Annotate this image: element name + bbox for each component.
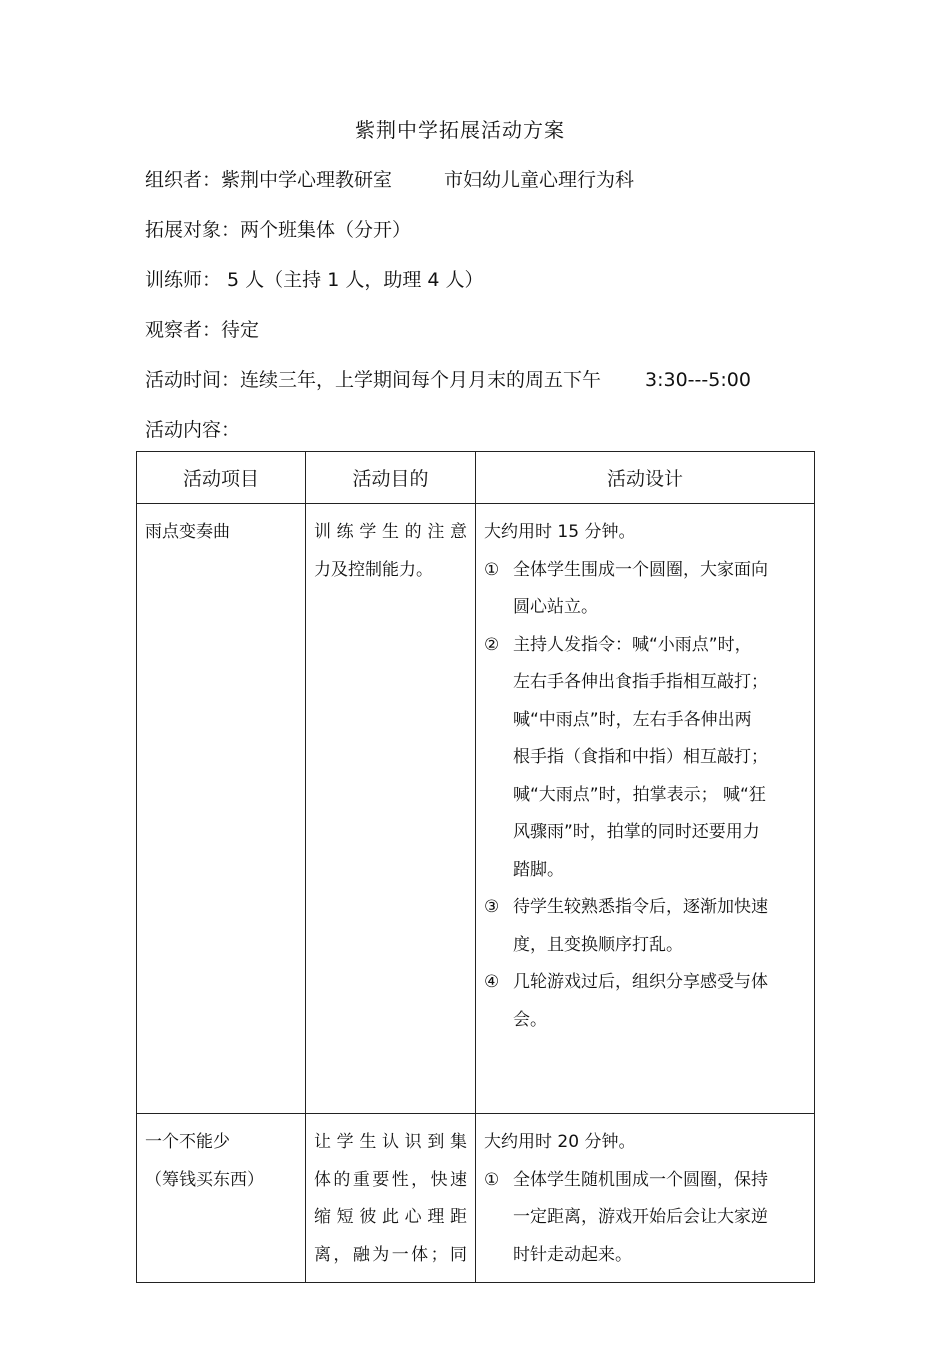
row-purpose	[306, 1114, 476, 1283]
table-row	[137, 1114, 815, 1283]
organizer-2: 市妇幼儿童心理行为科	[444, 169, 635, 191]
purpose-line: 让学生认识到集	[314, 1132, 467, 1152]
step-line: 风骤雨”时，拍掌的同时还要用力	[513, 822, 760, 842]
step-number: ①	[484, 1169, 500, 1190]
step-line: 全体学生围成一个圆圈，大家面向	[513, 559, 768, 580]
organizer-line	[145, 165, 634, 192]
purpose-line: 体的重要性，快速	[314, 1169, 467, 1190]
step-line: 几轮游戏过后，组织分享感受与体	[513, 972, 768, 992]
step-line: 圆心站立。	[513, 597, 598, 617]
purpose-line: 力及控制能力。	[314, 559, 433, 580]
step-number: ①	[484, 559, 500, 580]
step-line: 踏脚。	[513, 859, 564, 880]
step-line: 喊“大雨点”时，拍掌表示； 喊“狂	[513, 784, 766, 805]
table-header-row	[137, 452, 815, 504]
trainer-line: 训练师： 5 人（主持 1 人，助理 4 人）	[145, 269, 484, 291]
step-line: 左右手各伸出食指手指相互敲打；	[513, 672, 768, 692]
purpose-line: 离，融为一体；同	[314, 1244, 467, 1265]
step-item	[484, 552, 806, 627]
time-line	[145, 365, 751, 392]
time-label: 活动时间：连续三年，上学期间每个月月末的周五下午	[145, 369, 602, 391]
organizer-label: 组织者：	[145, 169, 222, 191]
step-item	[484, 627, 806, 890]
time-value: 3:30---5:00	[645, 369, 751, 391]
content-label: 活动内容：	[145, 419, 241, 441]
observer-line: 观察者：待定	[145, 319, 260, 341]
step-list	[484, 552, 806, 1040]
step-line: 时针走动起来。	[513, 1244, 632, 1265]
table-row	[137, 504, 815, 1114]
step-line: 待学生较熟悉指令后，逐渐加快速	[513, 897, 768, 917]
header-design: 活动设计	[476, 452, 815, 504]
duration: 大约用时 15 分钟。	[484, 522, 636, 542]
step-line: 一定距离，游戏开始后会让大家逆	[513, 1207, 768, 1227]
item-name: 一个不能少	[145, 1132, 230, 1152]
step-line: 喊“中雨点”时，左右手各伸出两	[513, 709, 752, 730]
step-line: 全体学生随机围成一个圆圈，保持	[513, 1169, 768, 1190]
step-line: 度，且变换顺序打乱。	[513, 934, 683, 955]
step-line: 主持人发指令：喊“小雨点”时，	[513, 634, 752, 655]
step-item	[484, 1162, 806, 1275]
purpose-line: 缩短彼此心理距	[314, 1207, 467, 1227]
page-title: 紫荆中学拓展活动方案	[355, 118, 565, 142]
step-number: ③	[484, 897, 500, 917]
item-subtitle: （筹钱买东西）	[145, 1169, 264, 1190]
activity-table	[136, 451, 815, 1283]
organizer-1: 紫荆中学心理教研室	[221, 169, 393, 191]
item-name: 雨点变奏曲	[145, 522, 230, 542]
step-line: 会。	[513, 1009, 547, 1030]
purpose-line: 训练学生的注意	[314, 522, 467, 542]
step-number: ②	[484, 634, 500, 655]
target-line: 拓展对象：两个班集体（分开）	[145, 219, 412, 241]
step-line: 根手指（食指和中指）相互敲打；	[513, 747, 768, 767]
header-item: 活动项目	[137, 452, 306, 504]
step-list	[484, 1162, 806, 1275]
row-design	[476, 1114, 815, 1283]
row-item	[137, 1114, 306, 1283]
step-number: ④	[484, 972, 500, 992]
row-purpose	[306, 504, 476, 1114]
step-item	[484, 964, 806, 1039]
step-item	[484, 889, 806, 964]
header-purpose: 活动目的	[306, 452, 476, 504]
row-design	[476, 504, 815, 1114]
duration: 大约用时 20 分钟。	[484, 1132, 636, 1152]
row-item	[137, 504, 306, 1114]
